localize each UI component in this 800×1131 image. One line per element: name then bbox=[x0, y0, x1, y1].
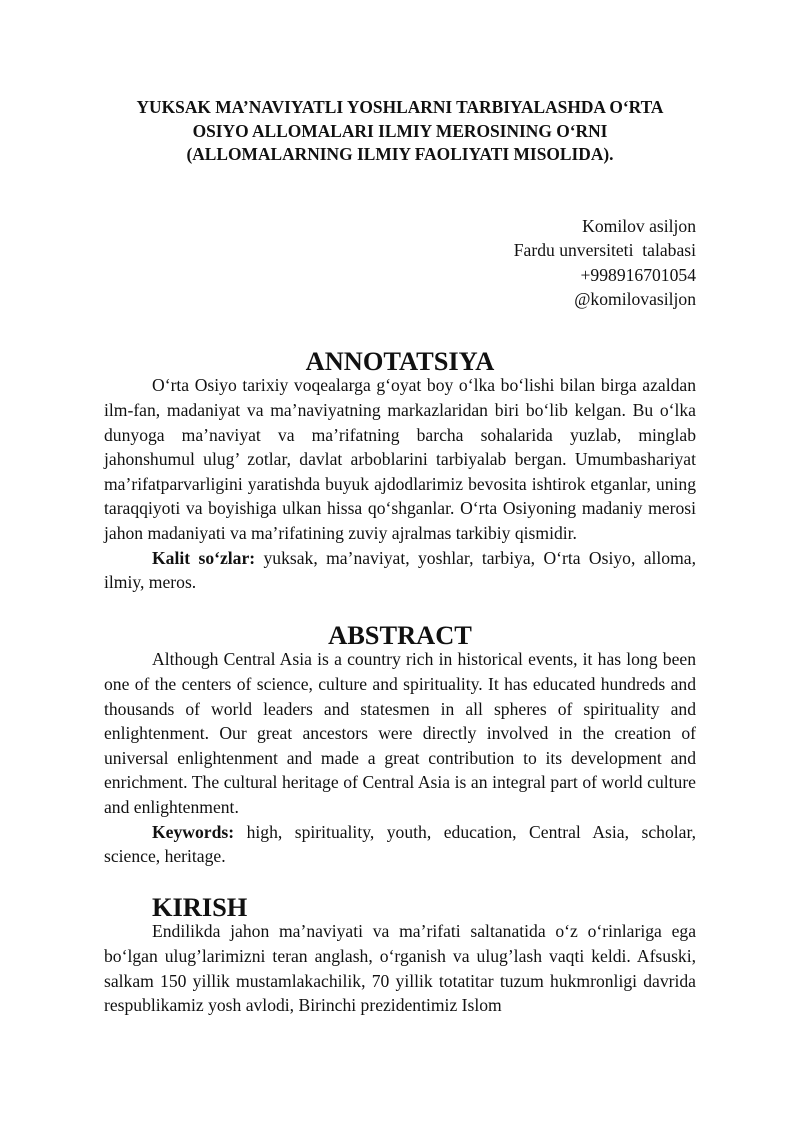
author-name: Komilov asiljon bbox=[582, 215, 696, 236]
article-title bbox=[104, 96, 696, 167]
author-phone: +998916701054 bbox=[580, 264, 696, 285]
abstract-keywords-text: high, spirituality, youth, education, Central Asia, scholar, science, heritage. bbox=[104, 821, 696, 867]
document-page bbox=[104, 96, 696, 1018]
article-title-line-3: (ALLOMALARNING ILMIY FAOLIYATI MISOLIDA). bbox=[186, 144, 614, 164]
author-handle: @komilovasiljon bbox=[574, 289, 696, 310]
article-title-line-1: YUKSAK MA’NAVIYATLI YOSHLARNI TARBIYALASHDA O‘RTA bbox=[136, 97, 664, 117]
author-affiliation: Fardu unversiteti talabasi bbox=[513, 240, 696, 261]
intro-paragraph: Endilikda jahon ma’naviyati va ma’rifati saltanatida o‘z o‘rinlariga ega bo‘lgan ulug’larimizni teran anglash, o‘rganish va ulug’lash vaqti keldi. Afsuski, salkam 150 yillik mustamlakachilik, 70 yillik totatitar tuzum hukmronligi davrida respublikamiz yosh avlodi, Birinchi prezidentimiz Islom bbox=[104, 921, 696, 1016]
article-title-line-2: OSIYO ALLOMALARI ILMIY MEROSINING O‘RNI bbox=[192, 120, 608, 141]
annotation-keywords-label: Kalit so‘zlar: bbox=[152, 547, 256, 568]
abstract-keywords bbox=[104, 820, 696, 869]
annotation-paragraph: O‘rta Osiyo tarixiy voqealarga g‘oyat boy o‘lka bo‘lishi bilan birga azaldan ilm-fan, madaniyat va ma’naviyatning markazlaridan biri bo‘lib kelgan. Bu o‘lka dunyoga ma’naviyat va ma’rifatning barcha sohalarida yuzlab, minglab jahonshumul ulug’ zotlar, davlat arboblarini tarbiyalab bergan. Umumbashariyat ma’rifatparvarligini yaratishda buyuk ajdodlarimiz bevosita ishtirok etganlar, uning taraqqiyoti va boyishiga ulkan hissa qo‘shganlar. O‘rta Osiyoning madaniy merosi jahon madaniyati va ma’rifatining zuviy ajralmas tarkibiy qismidir. bbox=[104, 375, 696, 544]
abstract-heading: ABSTRACT bbox=[328, 619, 472, 650]
annotation-keywords-text: yuksak, ma’naviyat, yoshlar, tarbiya, O‘rta Osiyo, alloma, ilmiy, meros. bbox=[104, 547, 696, 593]
intro-heading: KIRISH bbox=[152, 891, 248, 922]
author-block bbox=[104, 214, 696, 312]
abstract-paragraph: Although Central Asia is a country rich in historical events, it has long been one of the centers of science, culture and spirituality. It has educated hundreds and thousands of world leaders and statesmen in all spheres of spirituality and enlightenment. Our great ancestors were directly involved in the creation of universal enlightenment and made a great contribution to its development and enrichment. The cultural heritage of Central Asia is an integral part of world culture and enlightenment. bbox=[104, 649, 696, 817]
annotation-keywords bbox=[104, 546, 696, 595]
annotation-heading: ANNOTATSIYA bbox=[305, 345, 495, 376]
abstract-keywords-label: Keywords: bbox=[152, 821, 235, 842]
